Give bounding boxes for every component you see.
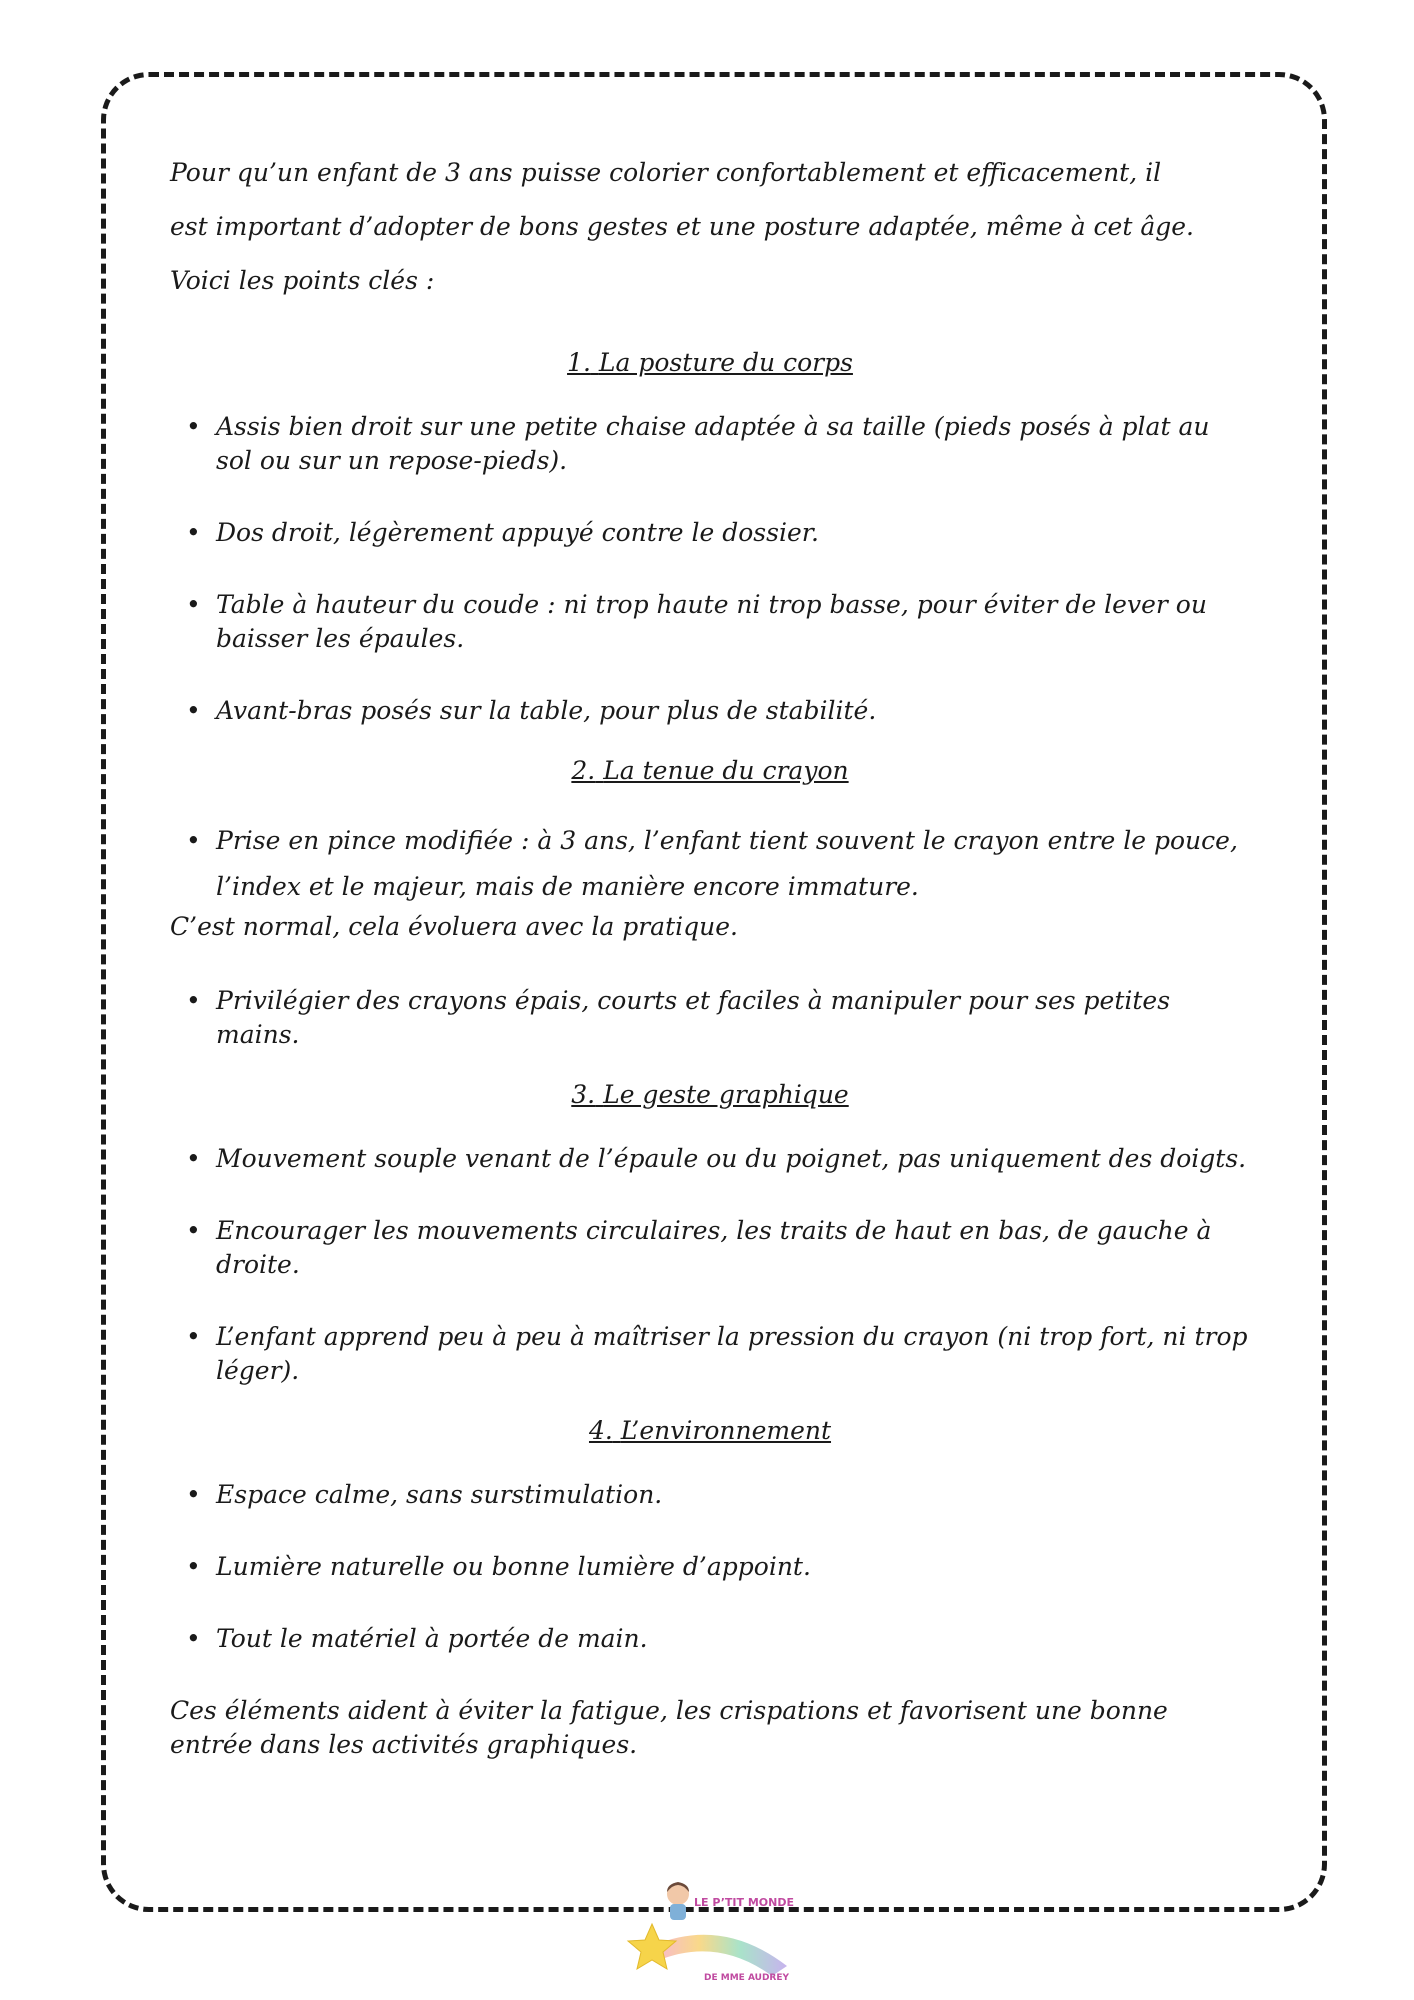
- section-title: Le geste graphique: [603, 1080, 849, 1109]
- list-item: • Privilégier des crayons épais, courts et faciles à manipuler pour ses petites mains.: [216, 984, 1250, 1052]
- crayon-list: [170, 818, 1250, 910]
- list-item: • Prise en pince modifiée : à 3 ans, l’enfant tient souvent le crayon entre le pouce, l’index et le majeur, mais de manière encore immature.: [216, 818, 1250, 910]
- list-item: • Dos droit, légèrement appuyé contre le dossier.: [216, 516, 1250, 550]
- intro-line: Voici les points clés :: [170, 266, 435, 295]
- logo-line-1: LE P’TIT MONDE: [694, 1896, 794, 1909]
- section-title: La tenue du crayon: [603, 756, 849, 785]
- geste-list: [170, 1142, 1250, 1388]
- list-item: • Table à hauteur du coude : ni trop haute ni trop basse, pour éviter de lever ou baisser les épaules.: [216, 588, 1250, 656]
- list-item: • L’enfant apprend peu à peu à maîtriser la pression du crayon (ni trop fort, ni trop léger).: [216, 1320, 1250, 1388]
- list-item: • Encourager les mouvements circulaires, les traits de haut en bas, de gauche à droite.: [216, 1214, 1250, 1282]
- intro-line: Pour qu’un enfant de 3 ans puisse colorier confortablement et efficacement, il: [170, 158, 1162, 187]
- logo-line-2: DE MME AUDREY: [704, 1973, 790, 1983]
- section-heading-posture: [170, 346, 1250, 380]
- document-body: [170, 146, 1250, 1762]
- environnement-list: [170, 1478, 1250, 1656]
- brand-logo: [622, 1876, 802, 1986]
- section-heading-environnement: [170, 1414, 1250, 1448]
- list-item: • Tout le matériel à portée de main.: [216, 1622, 1250, 1656]
- closing-paragraph: Ces éléments aident à éviter la fatigue, les crispations et favorisent une bonne entrée dans les activités graphiques.: [170, 1696, 1168, 1759]
- posture-list: [170, 410, 1250, 728]
- section-heading-crayon: [170, 754, 1250, 788]
- star-icon: [628, 1924, 676, 1969]
- section-heading-geste: [170, 1078, 1250, 1112]
- list-item: • Espace calme, sans surstimulation.: [216, 1478, 1250, 1512]
- intro-line: est important d’adopter de bons gestes et une posture adaptée, même à cet âge.: [170, 212, 1194, 241]
- section-number: 3.: [571, 1080, 596, 1109]
- crayon-list-after: [170, 984, 1250, 1052]
- section-title: La posture du corps: [598, 348, 853, 377]
- section-number: 4.: [588, 1416, 613, 1445]
- list-item: • Avant-bras posés sur la table, pour plus de stabilité.: [216, 694, 1250, 728]
- list-item: • Mouvement souple venant de l’épaule ou du poignet, pas uniquement des doigts.: [216, 1142, 1250, 1176]
- section-number: 1.: [567, 348, 591, 377]
- list-item: • Assis bien droit sur une petite chaise adaptée à sa taille (pieds posés à plat au sol ou sur un repose-pieds).: [216, 410, 1250, 478]
- list-item: • Lumière naturelle ou bonne lumière d’appoint.: [216, 1550, 1250, 1584]
- crayon-note: C’est normal, cela évoluera avec la pratique.: [170, 912, 738, 941]
- intro-paragraph: [170, 146, 1250, 308]
- section-number: 2.: [571, 756, 596, 785]
- section-title: L’environnement: [620, 1416, 832, 1445]
